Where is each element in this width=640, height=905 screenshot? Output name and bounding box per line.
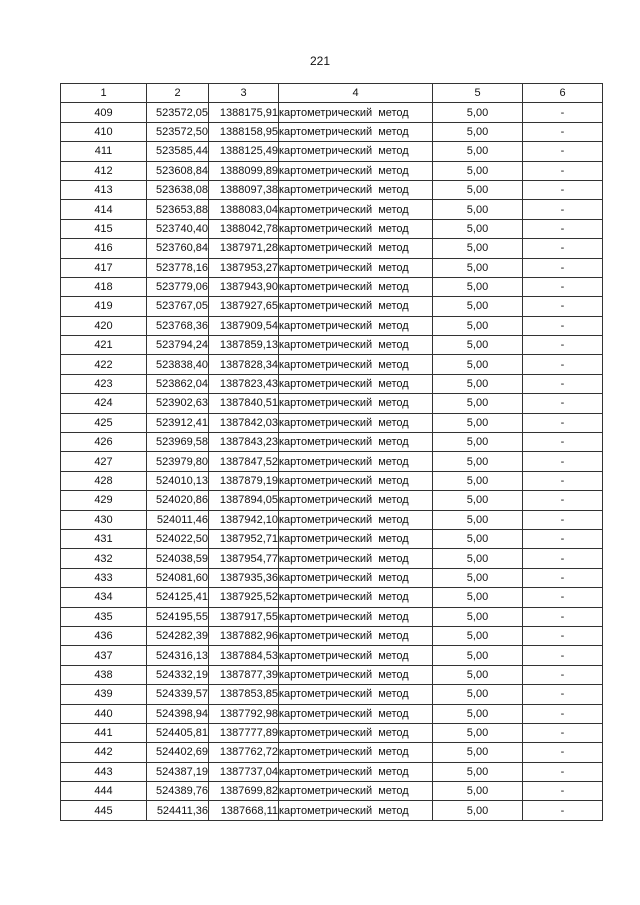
cell-method: картометрический метод [279,665,433,684]
table-body [61,103,603,820]
table-row [61,782,603,801]
cell-point-number: 436 [61,626,147,645]
cell-method: картометрический метод [279,413,433,432]
table-row [61,452,603,471]
cell-method: картометрический метод [279,588,433,607]
cell-x-coordinate: 524195,55 [147,607,209,626]
cell-x-coordinate: 523779,06 [147,277,209,296]
cell-point-number: 425 [61,413,147,432]
cell-x-coordinate: 523912,41 [147,413,209,432]
cell-point-number: 443 [61,762,147,781]
cell-accuracy: 5,00 [433,297,523,316]
cell-point-number: 427 [61,452,147,471]
cell-x-coordinate: 523638,08 [147,180,209,199]
table-row [61,762,603,781]
cell-x-coordinate: 523862,04 [147,374,209,393]
cell-note: - [523,142,603,161]
table-row [61,433,603,452]
cell-x-coordinate: 524405,81 [147,723,209,742]
cell-note: - [523,277,603,296]
cell-y-coordinate: 1387882,96 [209,626,279,645]
table-row [61,297,603,316]
column-header: 6 [523,84,603,103]
table-row [61,355,603,374]
cell-y-coordinate: 1387935,36 [209,568,279,587]
cell-y-coordinate: 1388175,91 [209,103,279,122]
cell-note: - [523,723,603,742]
cell-accuracy: 5,00 [433,258,523,277]
cell-method: картометрический метод [279,239,433,258]
cell-point-number: 417 [61,258,147,277]
table-row [61,607,603,626]
cell-note: - [523,646,603,665]
cell-point-number: 413 [61,180,147,199]
cell-accuracy: 5,00 [433,762,523,781]
cell-note: - [523,433,603,452]
cell-x-coordinate: 524022,50 [147,529,209,548]
cell-x-coordinate: 524389,76 [147,782,209,801]
table-row [61,180,603,199]
cell-method: картометрический метод [279,743,433,762]
cell-point-number: 418 [61,277,147,296]
cell-accuracy: 5,00 [433,529,523,548]
column-header: 5 [433,84,523,103]
cell-y-coordinate: 1387828,34 [209,355,279,374]
cell-method: картометрический метод [279,219,433,238]
cell-method: картометрический метод [279,122,433,141]
cell-y-coordinate: 1387942,10 [209,510,279,529]
cell-method: картометрический метод [279,374,433,393]
cell-y-coordinate: 1387843,23 [209,433,279,452]
cell-accuracy: 5,00 [433,801,523,820]
cell-point-number: 415 [61,219,147,238]
cell-y-coordinate: 1387909,54 [209,316,279,335]
cell-point-number: 435 [61,607,147,626]
cell-note: - [523,510,603,529]
table-row [61,529,603,548]
cell-method: картометрический метод [279,607,433,626]
cell-method: картометрический метод [279,452,433,471]
cell-accuracy: 5,00 [433,122,523,141]
cell-point-number: 431 [61,529,147,548]
table-row [61,277,603,296]
cell-note: - [523,685,603,704]
cell-accuracy: 5,00 [433,646,523,665]
cell-accuracy: 5,00 [433,316,523,335]
cell-note: - [523,743,603,762]
table-row [61,200,603,219]
table-row [61,743,603,762]
table-row [61,549,603,568]
table-row [61,568,603,587]
cell-note: - [523,801,603,820]
cell-x-coordinate: 524402,69 [147,743,209,762]
cell-method: картометрический метод [279,782,433,801]
cell-note: - [523,239,603,258]
table-row [61,626,603,645]
cell-y-coordinate: 1387853,85 [209,685,279,704]
cell-point-number: 414 [61,200,147,219]
cell-accuracy: 5,00 [433,685,523,704]
cell-accuracy: 5,00 [433,200,523,219]
cell-note: - [523,316,603,335]
table-row [61,491,603,510]
cell-point-number: 439 [61,685,147,704]
cell-x-coordinate: 523838,40 [147,355,209,374]
cell-method: картометрический метод [279,355,433,374]
cell-y-coordinate: 1387792,98 [209,704,279,723]
cell-note: - [523,336,603,355]
cell-method: картометрический метод [279,161,433,180]
cell-y-coordinate: 1387737,04 [209,762,279,781]
cell-point-number: 437 [61,646,147,665]
coordinates-table [60,83,603,821]
cell-y-coordinate: 1387859,13 [209,336,279,355]
cell-y-coordinate: 1387842,03 [209,413,279,432]
cell-x-coordinate: 523768,36 [147,316,209,335]
cell-note: - [523,588,603,607]
cell-x-coordinate: 524316,13 [147,646,209,665]
cell-y-coordinate: 1388083,04 [209,200,279,219]
cell-accuracy: 5,00 [433,180,523,199]
cell-method: картометрический метод [279,433,433,452]
cell-x-coordinate: 523572,50 [147,122,209,141]
cell-y-coordinate: 1387943,90 [209,277,279,296]
cell-x-coordinate: 524081,60 [147,568,209,587]
cell-method: картометрический метод [279,200,433,219]
cell-accuracy: 5,00 [433,374,523,393]
cell-x-coordinate: 524332,19 [147,665,209,684]
cell-point-number: 442 [61,743,147,762]
cell-x-coordinate: 524398,94 [147,704,209,723]
cell-accuracy: 5,00 [433,626,523,645]
cell-y-coordinate: 1387877,39 [209,665,279,684]
cell-method: картометрический метод [279,549,433,568]
cell-x-coordinate: 523572,05 [147,103,209,122]
cell-x-coordinate: 523653,88 [147,200,209,219]
table-row [61,239,603,258]
cell-point-number: 430 [61,510,147,529]
cell-accuracy: 5,00 [433,491,523,510]
table-row [61,685,603,704]
table-row [61,394,603,413]
cell-accuracy: 5,00 [433,355,523,374]
cell-y-coordinate: 1387699,82 [209,782,279,801]
cell-x-coordinate: 524011,46 [147,510,209,529]
cell-method: картометрический метод [279,316,433,335]
cell-x-coordinate: 523969,58 [147,433,209,452]
cell-note: - [523,413,603,432]
cell-accuracy: 5,00 [433,549,523,568]
table-row [61,316,603,335]
cell-x-coordinate: 523767,05 [147,297,209,316]
cell-note: - [523,704,603,723]
column-header: 4 [279,84,433,103]
cell-y-coordinate: 1388099,89 [209,161,279,180]
cell-x-coordinate: 523794,24 [147,336,209,355]
table-row [61,704,603,723]
cell-method: картометрический метод [279,297,433,316]
cell-y-coordinate: 1387952,71 [209,529,279,548]
cell-note: - [523,180,603,199]
table-row [61,103,603,122]
cell-note: - [523,374,603,393]
cell-method: картометрический метод [279,510,433,529]
cell-y-coordinate: 1387847,52 [209,452,279,471]
cell-note: - [523,452,603,471]
cell-point-number: 424 [61,394,147,413]
cell-method: картометрический метод [279,704,433,723]
cell-point-number: 432 [61,549,147,568]
cell-x-coordinate: 523585,44 [147,142,209,161]
cell-point-number: 428 [61,471,147,490]
table-row [61,219,603,238]
table-row [61,142,603,161]
cell-note: - [523,529,603,548]
cell-method: картометрический метод [279,568,433,587]
cell-method: картометрический метод [279,142,433,161]
cell-note: - [523,161,603,180]
cell-y-coordinate: 1387840,51 [209,394,279,413]
cell-accuracy: 5,00 [433,219,523,238]
page-number: 221 [309,54,331,68]
cell-note: - [523,200,603,219]
cell-point-number: 433 [61,568,147,587]
cell-y-coordinate: 1387971,28 [209,239,279,258]
cell-method: картометрический метод [279,471,433,490]
cell-point-number: 412 [61,161,147,180]
cell-note: - [523,219,603,238]
cell-point-number: 426 [61,433,147,452]
cell-note: - [523,549,603,568]
cell-method: картометрический метод [279,762,433,781]
cell-accuracy: 5,00 [433,665,523,684]
cell-accuracy: 5,00 [433,452,523,471]
cell-note: - [523,782,603,801]
cell-accuracy: 5,00 [433,471,523,490]
table-row [61,336,603,355]
cell-note: - [523,394,603,413]
cell-x-coordinate: 524020,86 [147,491,209,510]
cell-y-coordinate: 1387927,65 [209,297,279,316]
cell-y-coordinate: 1387823,43 [209,374,279,393]
table-row [61,471,603,490]
cell-method: картометрический метод [279,180,433,199]
cell-method: картометрический метод [279,723,433,742]
cell-note: - [523,762,603,781]
cell-point-number: 422 [61,355,147,374]
cell-point-number: 440 [61,704,147,723]
table-row [61,374,603,393]
cell-y-coordinate: 1387668,11 [209,801,279,820]
cell-accuracy: 5,00 [433,704,523,723]
cell-y-coordinate: 1387879,19 [209,471,279,490]
cell-accuracy: 5,00 [433,568,523,587]
cell-accuracy: 5,00 [433,510,523,529]
cell-method: картометрический метод [279,626,433,645]
cell-point-number: 438 [61,665,147,684]
cell-x-coordinate: 523979,80 [147,452,209,471]
cell-note: - [523,103,603,122]
cell-x-coordinate: 523760,84 [147,239,209,258]
cell-x-coordinate: 524387,19 [147,762,209,781]
cell-note: - [523,568,603,587]
cell-accuracy: 5,00 [433,277,523,296]
cell-note: - [523,665,603,684]
column-header: 1 [61,84,147,103]
cell-y-coordinate: 1387925,52 [209,588,279,607]
cell-accuracy: 5,00 [433,103,523,122]
cell-note: - [523,607,603,626]
cell-method: картометрический метод [279,685,433,704]
cell-method: картометрический метод [279,801,433,820]
cell-y-coordinate: 1387894,05 [209,491,279,510]
cell-note: - [523,122,603,141]
cell-method: картометрический метод [279,529,433,548]
cell-method: картометрический метод [279,258,433,277]
cell-x-coordinate: 523778,16 [147,258,209,277]
cell-method: картометрический метод [279,491,433,510]
cell-note: - [523,626,603,645]
header-row [61,84,603,103]
table-row [61,122,603,141]
cell-point-number: 444 [61,782,147,801]
column-header: 2 [147,84,209,103]
cell-y-coordinate: 1388125,49 [209,142,279,161]
table-row [61,588,603,607]
table-row [61,665,603,684]
cell-note: - [523,355,603,374]
cell-point-number: 416 [61,239,147,258]
cell-y-coordinate: 1387762,72 [209,743,279,762]
cell-accuracy: 5,00 [433,239,523,258]
cell-note: - [523,297,603,316]
cell-x-coordinate: 524125,41 [147,588,209,607]
cell-point-number: 420 [61,316,147,335]
cell-accuracy: 5,00 [433,413,523,432]
cell-point-number: 441 [61,723,147,742]
cell-x-coordinate: 524010,13 [147,471,209,490]
cell-x-coordinate: 524038,59 [147,549,209,568]
cell-accuracy: 5,00 [433,723,523,742]
table-row [61,723,603,742]
cell-point-number: 423 [61,374,147,393]
cell-y-coordinate: 1388158,95 [209,122,279,141]
cell-accuracy: 5,00 [433,394,523,413]
cell-accuracy: 5,00 [433,607,523,626]
cell-point-number: 434 [61,588,147,607]
cell-method: картометрический метод [279,336,433,355]
cell-y-coordinate: 1387917,55 [209,607,279,626]
cell-method: картометрический метод [279,103,433,122]
cell-y-coordinate: 1388042,78 [209,219,279,238]
table-row [61,413,603,432]
cell-x-coordinate: 524339,57 [147,685,209,704]
cell-point-number: 411 [61,142,147,161]
cell-point-number: 429 [61,491,147,510]
cell-method: картометрический метод [279,646,433,665]
cell-note: - [523,258,603,277]
cell-accuracy: 5,00 [433,588,523,607]
cell-y-coordinate: 1387777,89 [209,723,279,742]
cell-accuracy: 5,00 [433,336,523,355]
cell-point-number: 421 [61,336,147,355]
table-row [61,801,603,820]
cell-note: - [523,491,603,510]
cell-accuracy: 5,00 [433,433,523,452]
table-row [61,646,603,665]
cell-y-coordinate: 1388097,38 [209,180,279,199]
cell-point-number: 445 [61,801,147,820]
cell-x-coordinate: 523902,63 [147,394,209,413]
cell-method: картометрический метод [279,277,433,296]
cell-accuracy: 5,00 [433,161,523,180]
column-header: 3 [209,84,279,103]
cell-accuracy: 5,00 [433,142,523,161]
cell-x-coordinate: 523740,40 [147,219,209,238]
cell-point-number: 410 [61,122,147,141]
cell-y-coordinate: 1387954,77 [209,549,279,568]
cell-y-coordinate: 1387953,27 [209,258,279,277]
cell-x-coordinate: 523608,84 [147,161,209,180]
table-row [61,161,603,180]
table-row [61,510,603,529]
cell-x-coordinate: 524411,36 [147,801,209,820]
cell-point-number: 409 [61,103,147,122]
cell-accuracy: 5,00 [433,782,523,801]
cell-x-coordinate: 524282,39 [147,626,209,645]
cell-y-coordinate: 1387884,53 [209,646,279,665]
cell-note: - [523,471,603,490]
cell-accuracy: 5,00 [433,743,523,762]
cell-method: картометрический метод [279,394,433,413]
cell-point-number: 419 [61,297,147,316]
table-row [61,258,603,277]
